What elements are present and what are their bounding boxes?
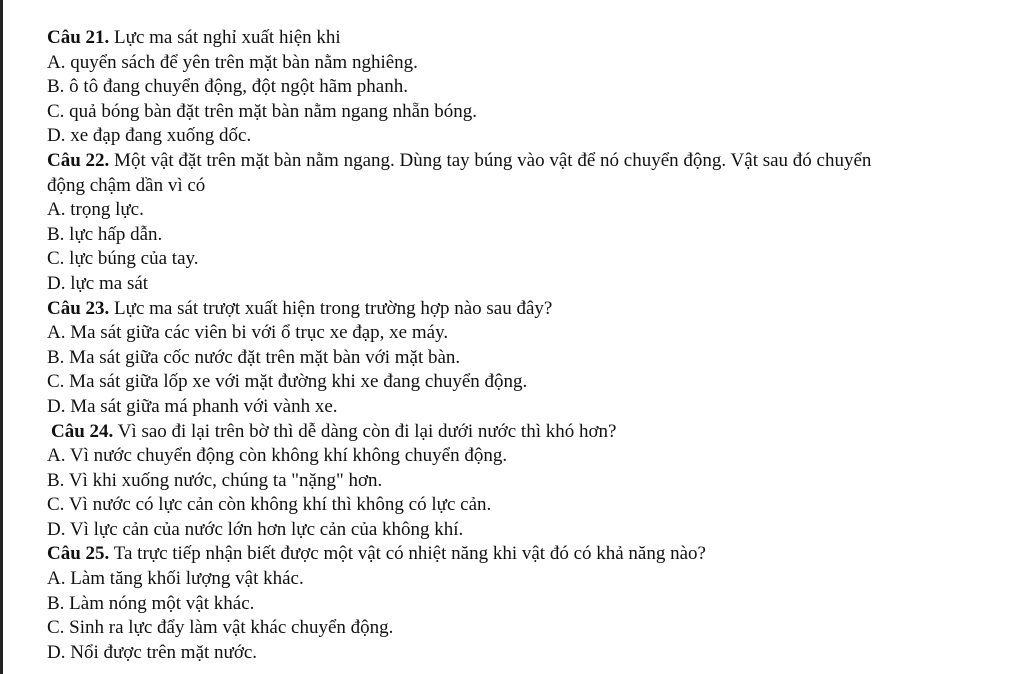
question-25-option-c: C. Sinh ra lực đẩy làm vật khác chuyển động.: [47, 617, 394, 639]
question-22-text: Một vật đặt trên mặt bàn nằm ngang. Dùng tay búng vào vật để nó chuyển động. Vật sau đó chuyển: [109, 149, 872, 171]
question-22-stem: [47, 149, 1017, 174]
question-23-option-b: B. Ma sát giữa cốc nước đặt trên mặt bàn với mặt bàn.: [47, 346, 461, 368]
question-21-stem: [47, 26, 1017, 51]
question-21-option-b: B. ô tô đang chuyển động, đột ngột hãm phanh.: [47, 76, 408, 98]
question-25-stem: [47, 542, 1017, 567]
question-23-option-a: A. Ma sát giữa các viên bi với ổ trục xe đạp, xe máy.: [47, 322, 449, 344]
question-25-option-d: D. Nổi được trên mặt nước.: [47, 641, 258, 663]
question-24-stem: [47, 420, 1017, 445]
question-22-option-d: D. lực ma sát: [47, 272, 149, 294]
question-21-option-d: D. xe đạp đang xuống dốc.: [47, 125, 252, 147]
question-23-text: Lực ma sát trượt xuất hiện trong trường hợp nào sau đây?: [109, 297, 553, 319]
question-25-number: Câu 25.: [47, 543, 110, 565]
question-23-stem: [47, 297, 1017, 322]
question-23-option-c: C. Ma sát giữa lốp xe với mặt đường khi xe đang chuyển động.: [47, 371, 528, 393]
question-sheet: [47, 26, 1017, 665]
question-24-text: Vì sao đi lại trên bờ thì dễ dàng còn đi lại dưới nước thì khó hơn?: [113, 420, 617, 442]
question-24-option-c: C. Vì nước có lực cản còn không khí thì không có lực cản.: [47, 494, 492, 516]
question-25-option-a: A. Làm tăng khối lượng vật khác.: [47, 568, 304, 590]
question-22-option-b: B. lực hấp dẫn.: [47, 223, 163, 245]
question-23-number: Câu 23.: [47, 297, 110, 319]
question-21-number: Câu 21.: [47, 27, 110, 48]
question-21-option-a: A. quyển sách để yên trên mặt bàn nằm nghiêng.: [47, 51, 418, 73]
page-left-border: [0, 0, 3, 674]
question-24-option-b: B. Vì khi xuống nước, chúng ta "nặng" hơn.: [47, 469, 383, 491]
question-24-option-d: D. Vì lực cản của nước lớn hơn lực cản của không khí.: [47, 518, 464, 540]
question-21-text: Lực ma sát nghỉ xuất hiện khi: [109, 27, 341, 48]
question-24-option-a: A. Vì nước chuyển động còn không khí không chuyển động.: [47, 445, 508, 467]
question-22-number: Câu 22.: [47, 149, 110, 171]
question-22-option-a: A. trọng lực.: [47, 199, 144, 221]
question-25-option-b: B. Làm nóng một vật khác.: [47, 592, 255, 614]
question-22-option-c: C. lực búng của tay.: [47, 248, 199, 270]
question-22-stem-continuation: động chậm dần vì có: [47, 174, 206, 196]
question-21-option-c: C. quả bóng bàn đặt trên mặt bàn nằm ngang nhẵn bóng.: [47, 100, 478, 122]
question-23-option-d: D. Ma sát giữa má phanh với vành xe.: [47, 395, 338, 417]
question-24-number: Câu 24.: [51, 420, 114, 442]
question-25-text: Ta trực tiếp nhận biết được một vật có nhiệt năng khi vật đó có khả năng nào?: [109, 543, 706, 565]
